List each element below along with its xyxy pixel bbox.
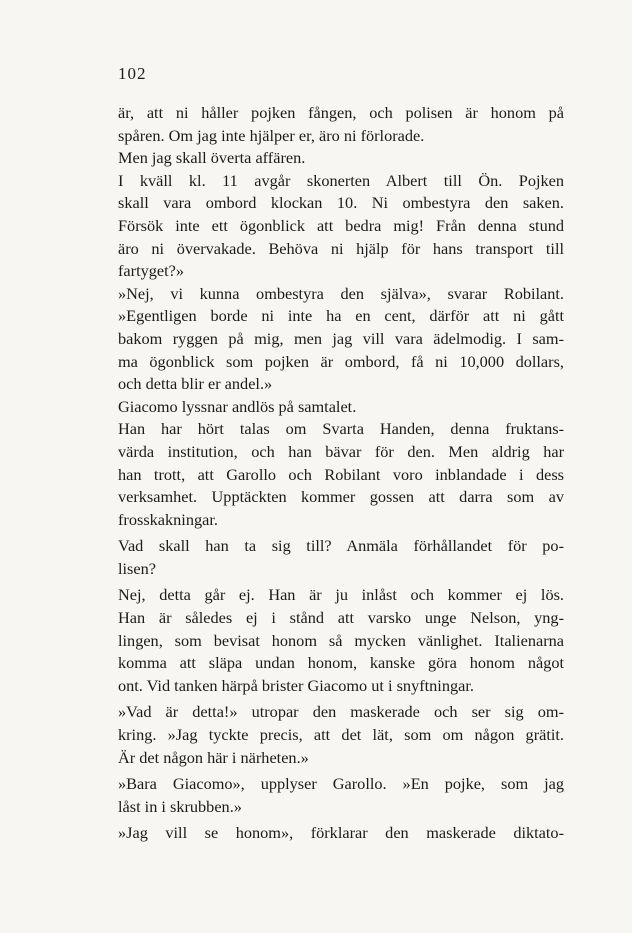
text-line: fartyget?»: [118, 261, 184, 281]
text-line: han trott, att Garollo och Robilant voro inblandade i dess: [118, 464, 564, 484]
text-line: »Bara Giacomo», upplyser Garollo. »En pojke, som jag: [118, 774, 564, 794]
text-line: spåren. Om jag inte hjälper er, äro ni förlorade.: [118, 125, 425, 145]
text-line: värda institution, och han bävar för den. Men aldrig har: [118, 441, 564, 461]
text-line: äro ni övervakade. Behöva ni hjälp för hans transport till: [118, 238, 564, 258]
text-line: lisen?: [118, 558, 156, 578]
text-line: Vad skall han ta sig till? Anmäla förhållandet för po-: [118, 536, 564, 556]
text-line: »Egentligen borde ni inte ha en cent, därför att ni gått: [118, 306, 564, 326]
text-line: bakom ryggen på mig, men jag vill vara ädelmodig. I sam-: [118, 328, 564, 348]
text-line: Giacomo lyssnar andlös på samtalet.: [118, 396, 357, 416]
text-line: lingen, som bevisat honom så mycken vänlighet. Italienarna: [118, 630, 564, 650]
text-line: och detta blir er andel.»: [118, 374, 273, 394]
text-line: komma att släpa undan honom, kanske göra honom något: [118, 653, 564, 673]
text-line: Försök inte ett ögonblick att bedra mig! Från denna stund: [118, 215, 564, 235]
text-line: skall vara ombord klockan 10. Ni ombestyra den saken.: [118, 193, 564, 213]
text-line: »Jag vill se honom», förklarar den maskerade diktato-: [118, 823, 564, 843]
text-line: ma ögonblick som pojken är ombord, få ni 10,000 dollars,: [118, 351, 564, 371]
text-line: Men jag skall överta affären.: [118, 148, 306, 168]
text-line: Är det någon här i närheten.»: [118, 747, 309, 767]
text-line: frosskakningar.: [118, 509, 218, 529]
text-line: Han har hört talas om Svarta Handen, denna fruktans-: [118, 419, 564, 439]
text-line: kring. »Jag tyckte precis, att det lät, som om någon grätit.: [118, 725, 564, 745]
text-line: är, att ni håller pojken fången, och polisen är honom på: [118, 103, 564, 122]
text-line: I kväll kl. 11 avgår skonerten Albert till Ön. Pojken: [118, 170, 564, 190]
text-line: ont. Vid tanken härpå brister Giacomo ut i snyftningar.: [118, 675, 474, 695]
text-body: [118, 102, 564, 845]
text-line: »Nej, vi kunna ombestyra den själva», svarar Robilant.: [118, 283, 564, 303]
text-line: »Vad är detta!» utropar den maskerade och ser sig om-: [118, 702, 564, 722]
text-line: Nej, detta går ej. Han är ju inlåst och kommer ej lös.: [118, 585, 564, 605]
text-line: Han är således ej i stånd att varsko unge Nelson, yng-: [118, 608, 564, 628]
text-line: verksamhet. Upptäckten kommer gossen att darra som av: [118, 487, 564, 507]
page-number: 102: [118, 64, 147, 83]
text-line: låst in i skrubben.»: [118, 796, 242, 816]
